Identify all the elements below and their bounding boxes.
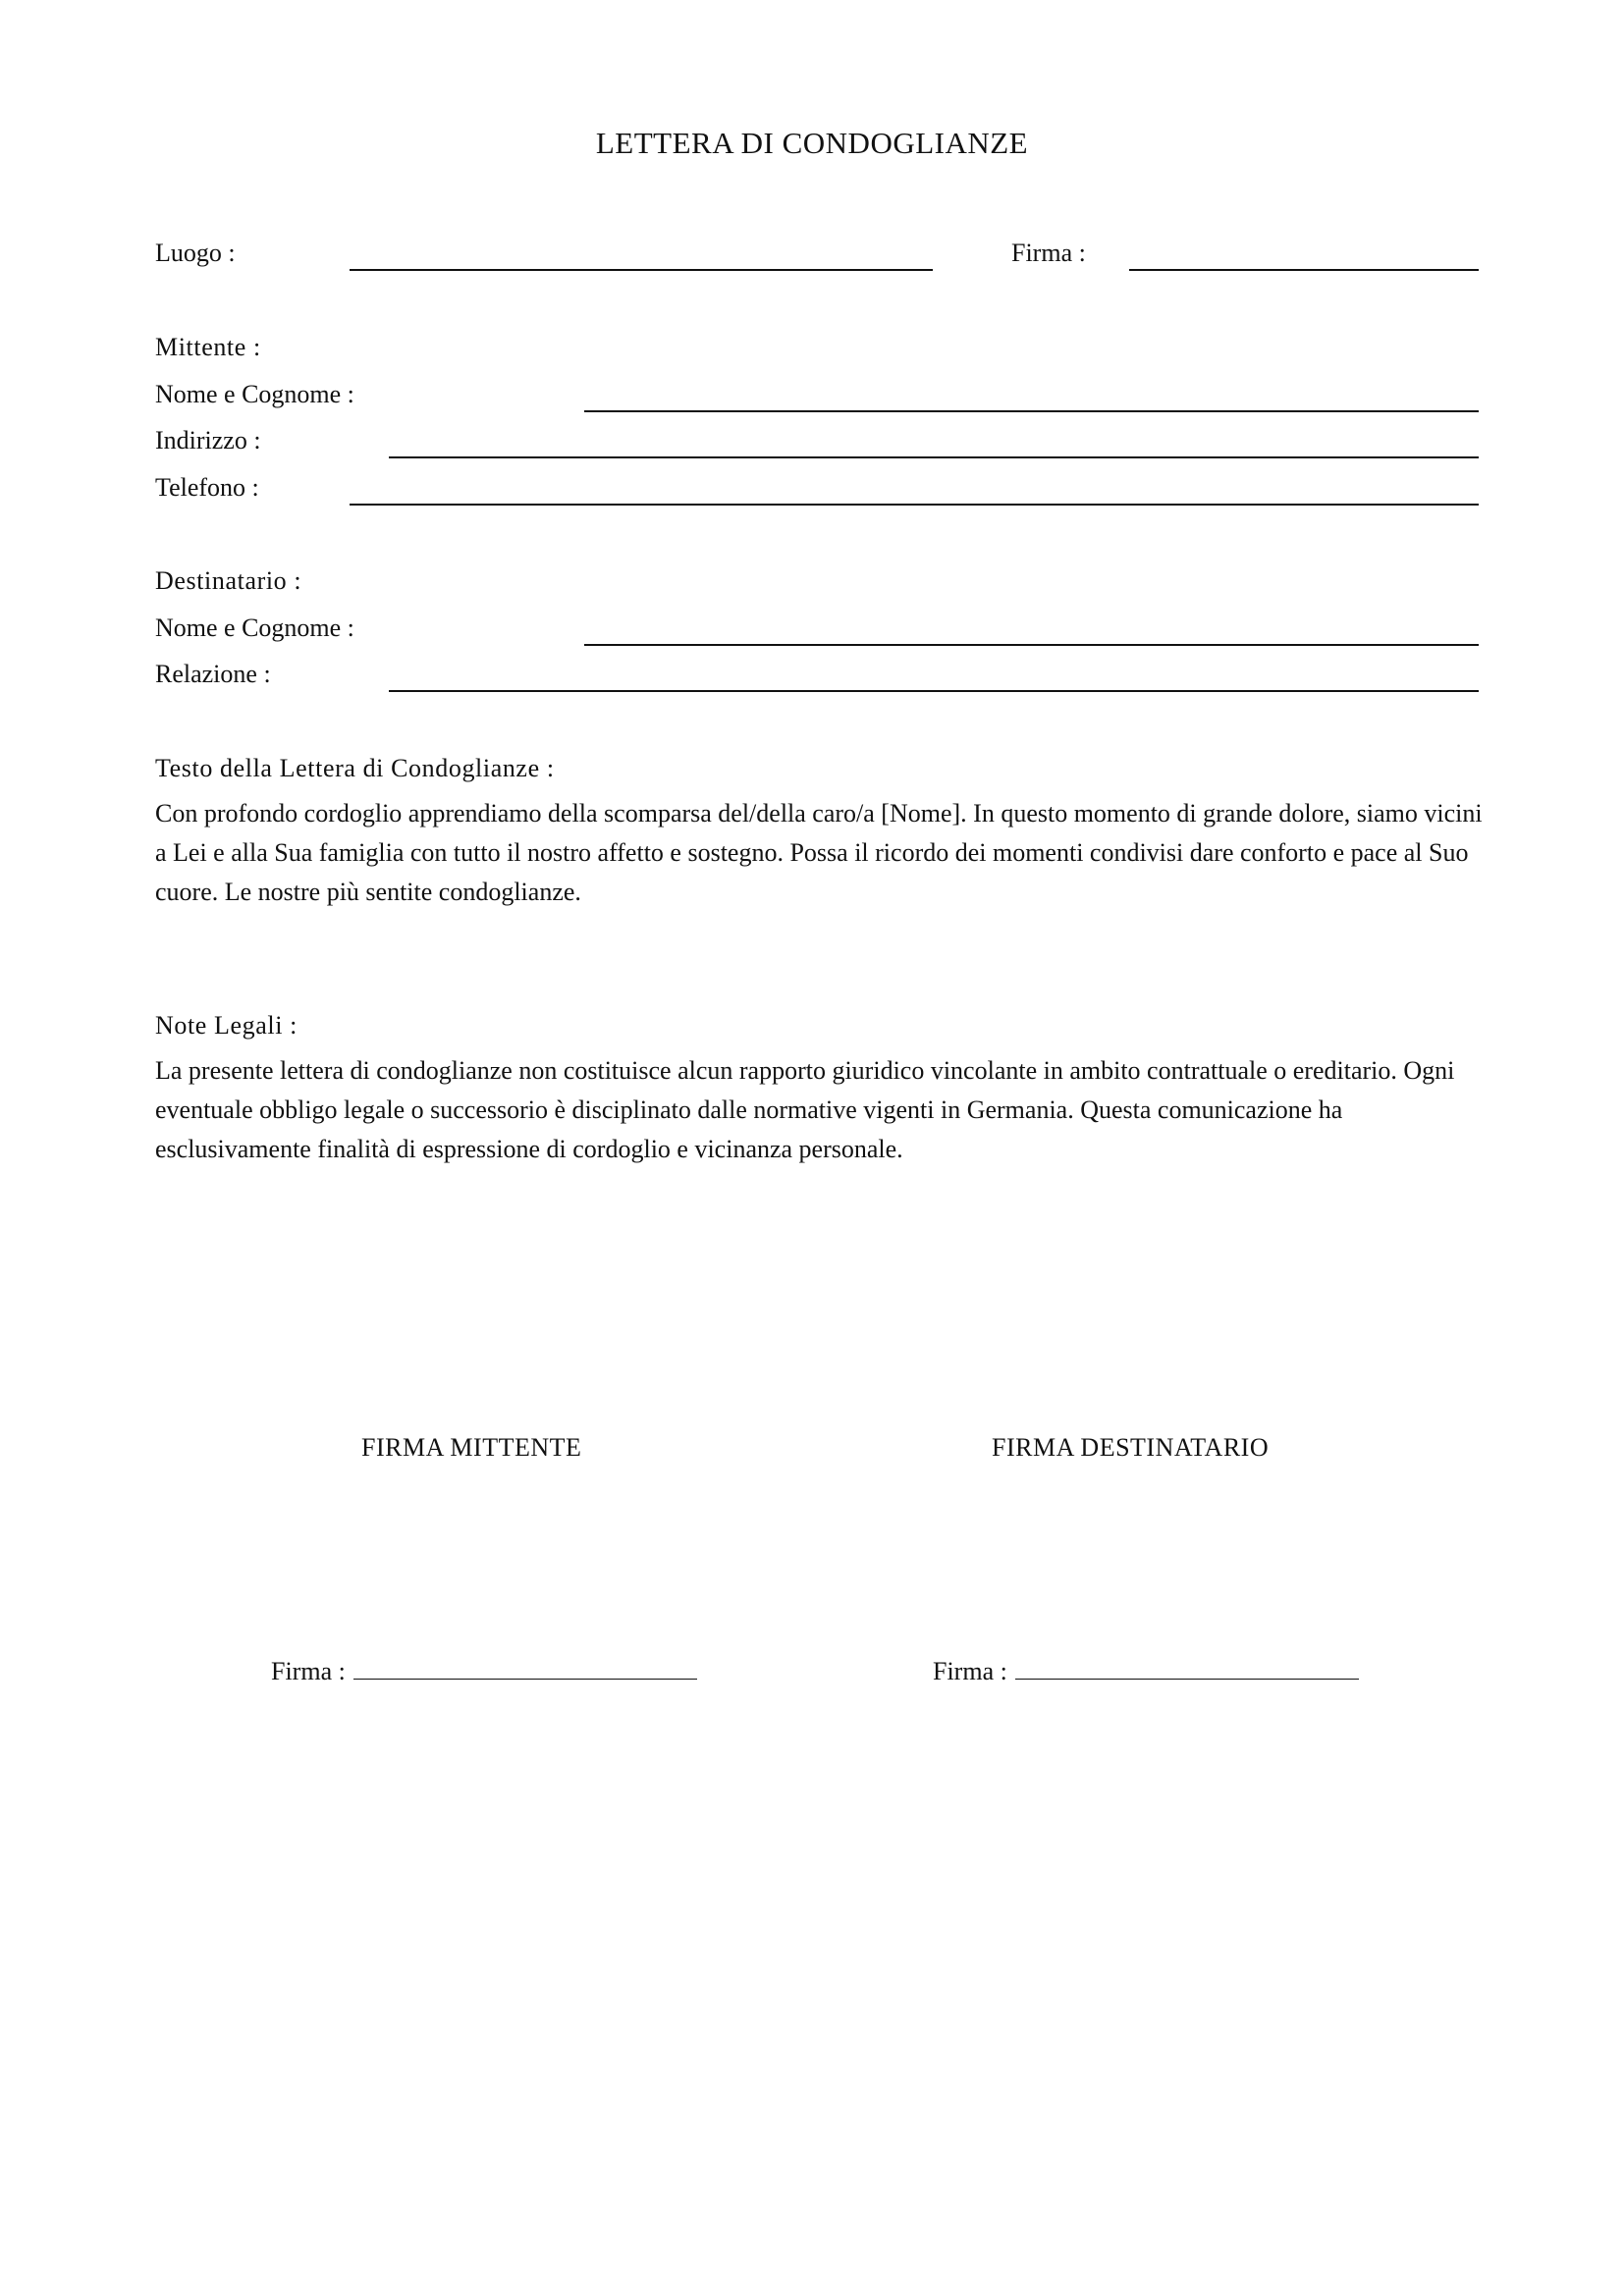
firma-mittente-block [271,1655,697,1686]
firma-top-label: Firma : [1011,239,1086,267]
firma-mittente-field[interactable] [353,1655,697,1680]
mittente-indirizzo-label: Indirizzo : [155,426,261,454]
destinatario-nome-label: Nome e Cognome : [155,614,354,642]
firma-destinatario-field[interactable] [1015,1655,1359,1680]
destinatario-nome-field[interactable] [584,644,1479,646]
firma-mittente-label: Firma : [271,1657,346,1685]
destinatario-relazione-field[interactable] [389,690,1479,692]
mittente-nome-label: Nome e Cognome : [155,380,354,408]
destinatario-relazione-label: Relazione : [155,660,271,688]
testo-heading: Testo della Lettera di Condoglianze : [155,754,555,782]
firma-destinatario-label: Firma : [933,1657,1007,1685]
firma-destinatario-title: FIRMA DESTINATARIO [992,1433,1270,1462]
mittente-indirizzo-field[interactable] [389,456,1479,458]
mittente-telefono-field[interactable] [350,504,1479,506]
mittente-nome-field[interactable] [584,410,1479,412]
firma-mittente-title: FIRMA MITTENTE [361,1433,582,1462]
note-legali-heading: Note Legali : [155,1011,298,1040]
note-legali-body: La presente lettera di condoglianze non costituisce alcun rapporto giuridico vincolante in ambito contrattuale o ereditario. Ogni eventuale obbligo legale o successorio è disciplinato dalle normative vigenti in Germania. Questa comunicazione ha esclusivamente finalità di espressione di cordoglio e vicinanza personale. [155,1056,1455,1163]
mittente-heading: Mittente : [155,333,261,361]
mittente-telefono-label: Telefono : [155,473,259,502]
destinatario-heading: Destinatario : [155,566,302,595]
firma-destinatario-block [933,1655,1359,1686]
document-title: LETTERA DI CONDOGLIANZE [595,126,1029,160]
luogo-field[interactable] [350,269,933,271]
testo-body: Con profondo cordoglio apprendiamo della scomparsa del/della caro/a [Nome]. In questo momento di grande dolore, siamo vicini a Lei e alla Sua famiglia con tutto il nostro affetto e sostegno. Possa il ricordo dei momenti condivisi dare conforto e pace al Suo cuore. Le nostre più sentite condoglianze. [155,799,1483,906]
firma-top-field[interactable] [1129,269,1479,271]
luogo-label: Luogo : [155,239,236,267]
